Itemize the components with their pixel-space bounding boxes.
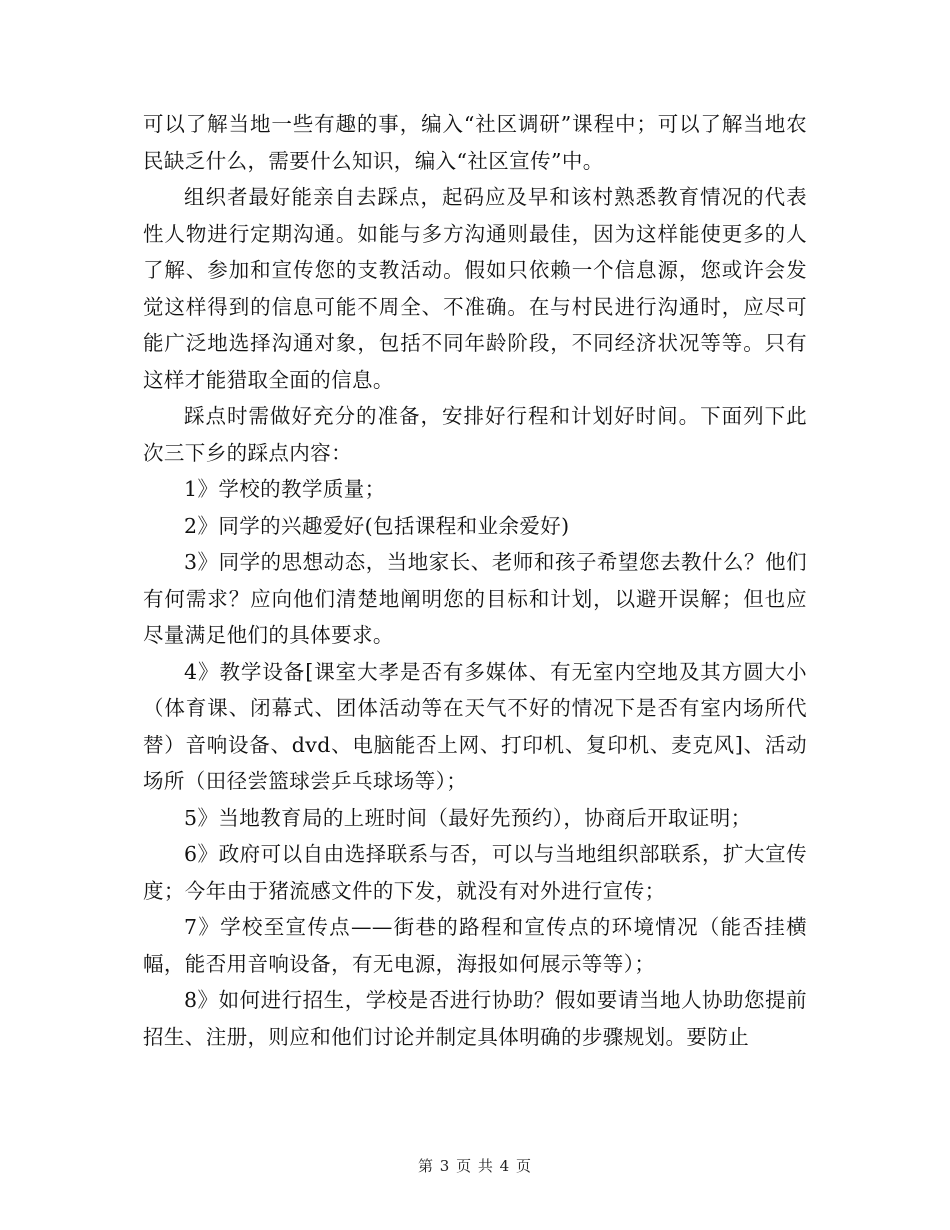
list-item-2: 2》同学的兴趣爱好(包括课程和业余爱好) xyxy=(184,513,570,538)
list-item-3: 3》同学的思想动态，当地家长、老师和孩子希望您去教什么？他们有何需求？应向他们清楚地阐明您的目标和计划，以避开误解；但也应尽量满足他们的具体要求。 xyxy=(143,550,807,647)
paragraph-2: 组织者最好能亲自去踩点，起码应及早和该村熟悉教育情况的代表性人物进行定期沟通。如能与多方沟通则最佳，因为这样能使更多的人了解、参加和宣传您的支教活动。假如只依赖一个信息源，您或许会发觉这样得到的信息可能不周全、不准确。在与村民进行沟通时，应尽可能广泛地选择沟通对象，包括不同年龄阶段，不同经济状况等等。只有这样才能猎取全面的信息。 xyxy=(143,185,807,392)
list-item-7: 7》学校至宣传点——街巷的路程和宣传点的环境情况（能否挂横幅，能否用音响设备，有无电源，海报如何展示等等）； xyxy=(143,915,807,976)
list-item-6: 6》政府可以自由选择联系与否，可以与当地组织部联系，扩大宣传度；今年由于猪流感文件的下发，就没有对外进行宣传； xyxy=(143,842,807,903)
list-item-8: 8》如何进行招生，学校是否进行协助？假如要请当地人协助您提前招生、注册，则应和他们讨论并制定具体明确的步骤规划。要防止 xyxy=(143,988,807,1049)
list-item-4: 4》教学设备[课室大孝是否有多媒体、有无室内空地及其方圆大小（体育课、闭幕式、团体活动等在天气不好的情况下是否有室内场所代替）音响设备、dvd、电脑能否上网、打印机、复印机、麦克风]、活动场所（田径尝篮球尝乒乓球场等）； xyxy=(143,659,807,793)
document-body xyxy=(143,106,807,1055)
list-item-5: 5》当地教育局的上班时间（最好先预约），协商后开取证明； xyxy=(184,805,752,830)
list-item-1: 1》学校的教学质量； xyxy=(184,477,386,501)
paragraph-3: 踩点时需做好充分的准备，安排好行程和计划好时间。下面列下此次三下乡的踩点内容： xyxy=(143,404,807,465)
page-number-footer: 第 3 页 共 4 页 xyxy=(418,1157,532,1175)
paragraph-1: 可以了解当地一些有趣的事，编入“社区调研”课程中；可以了解当地农民缺乏什么，需要什么知识，编入“社区宣传”中。 xyxy=(143,112,807,173)
